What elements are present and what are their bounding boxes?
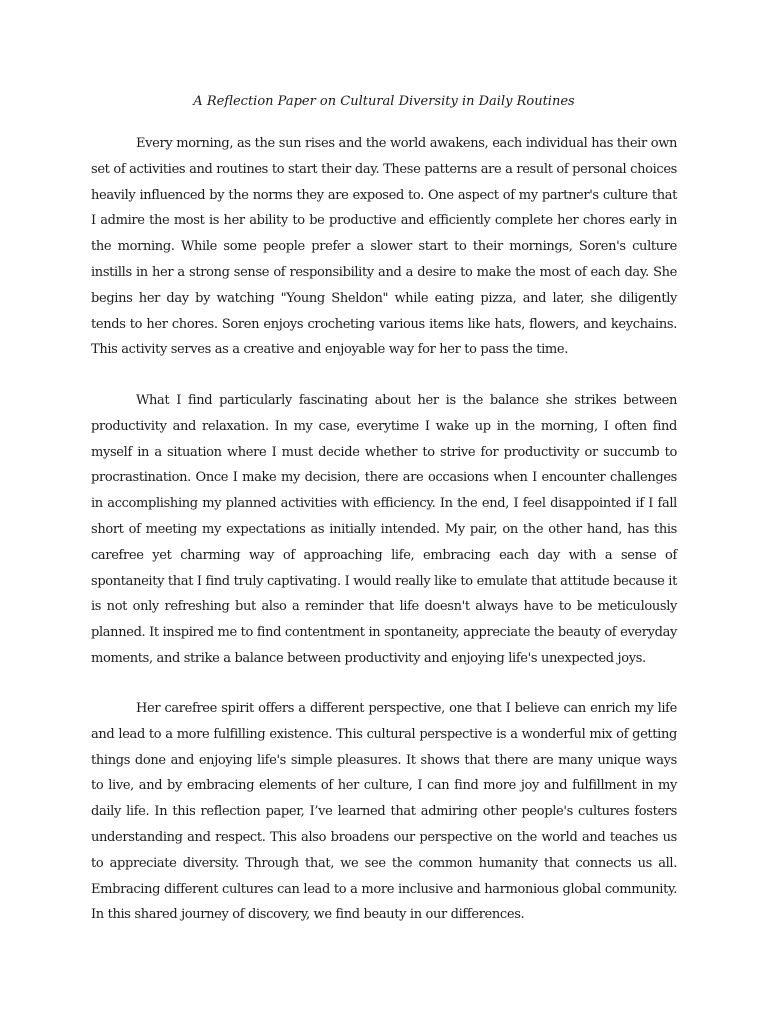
paragraph-3: Her carefree spirit offers a different perspective, one that I believe can enrich my life and lead to a more fulfilling existence. This cultural perspective is a wonderful mix of getting things done and enjoying life's simple pleasures. It shows that there are many unique ways to live, and by embracing elements of her culture, I can find more joy and fulfillment in my daily life. In this reflection paper, I’ve learned that admiring other people's cultures fosters understanding and respect. This also broadens our perspective on the world and teaches us to appreciate diversity. Through that, we see the common humanity that connects us all. Embracing different cultures can lead to a more inclusive and harmonious global community. In this shared journey of discovery, we find beauty in our differences.	[91, 701, 677, 923]
paragraph-2: What I find particularly fascinating about her is the balance she strikes between productivity and relaxation. In my case, everytime I wake up in the morning, I often find myself in a situation where I must decide whether to strive for productivity or succumb to procrastination. Once I make my decision, there are occasions when I encounter challenges in accomplishing my planned activities with efficiency. In the end, I feel disappointed if I fall short of meeting my expectations as initially intended. My pair, on the other hand, has this carefree yet charming way of approaching life, embracing each day with a sense of spontaneity that I find truly captivating. I would really like to emulate that attitude because it is not only refreshing but also a reminder that life doesn't always have to be meticulously planned. It inspired me to find contentment in spontaneity, appreciate the beauty of everyday moments, and strike a balance between productivity and enjoying life's unexpected joys.	[91, 393, 677, 666]
paragraph-1: Every morning, as the sun rises and the world awakens, each individual has their own set of activities and routines to start their day. These patterns are a result of personal choices heavily influenced by the norms they are exposed to. One aspect of my partner's culture that I admire the most is her ability to be productive and efficiently complete her chores early in the morning. While some people prefer a slower start to their mornings, Soren's culture instills in her a strong sense of responsibility and a desire to make the most of each day. She begins her day by watching "Young Sheldon" while eating pizza, and later, she diligently tends to her chores. Soren enjoys crocheting various items like hats, flowers, and keychains. This activity serves as a creative and enjoyable way for her to pass the time.	[91, 136, 677, 358]
document-title: A Reflection Paper on Cultural Diversity in Daily Routines	[193, 94, 575, 109]
